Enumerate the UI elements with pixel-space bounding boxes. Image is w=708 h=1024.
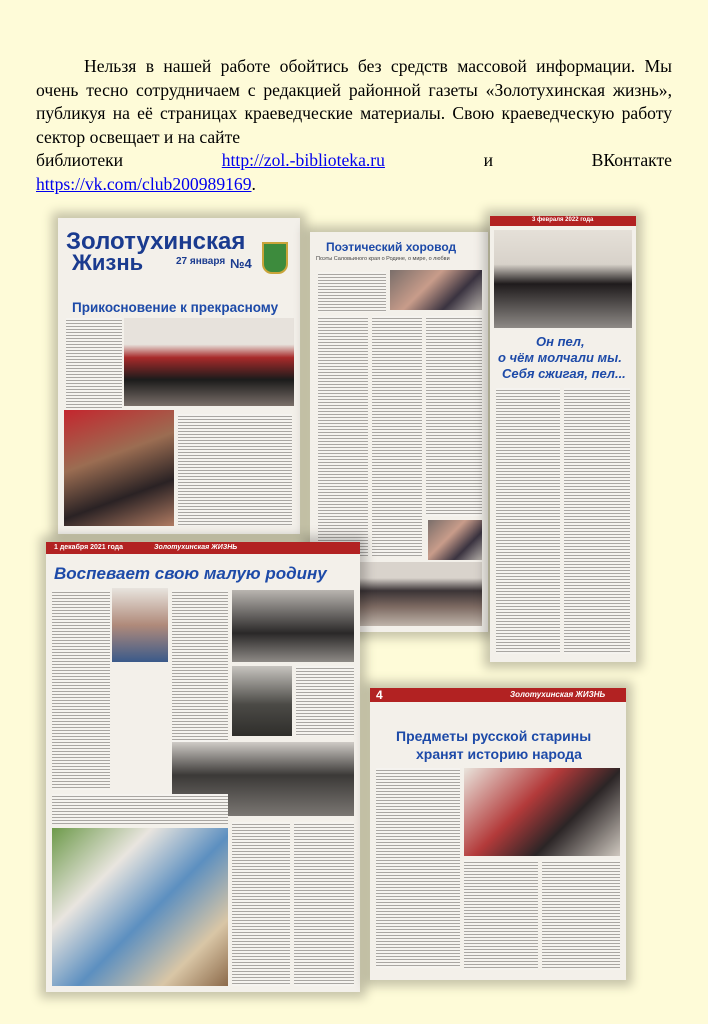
text-column (294, 822, 354, 986)
vk-line (36, 173, 672, 197)
period: . (251, 173, 256, 194)
text-column (376, 768, 460, 968)
text-column (542, 860, 620, 970)
text-column (464, 860, 538, 970)
masthead-title-line1: Золотухинская (66, 228, 246, 255)
text-column (564, 388, 630, 654)
clipping-front-page (58, 218, 300, 534)
text-column (496, 388, 560, 654)
text-column (232, 822, 290, 986)
header-paper: Золотухинская ЖИЗНЬ (154, 544, 238, 551)
intro-text: Нельзя в нашей работе обойтись без средств массовой информации. Мы очень тесно сотрудничаем с редакцией районной газеты «Золотухинская жизнь», публикуя на её страницах краеведческие материалы. Свою краеведческую работу сектор освещает и на сайте (36, 56, 672, 147)
header-date: 3 февраля 2022 года (532, 217, 594, 223)
headline: Воспевает свою малую родину (54, 564, 327, 583)
library-site-link[interactable]: http://zol.-biblioteka.ru (221, 150, 385, 170)
clipping-vysotsky (490, 216, 636, 662)
text-column (178, 414, 292, 526)
word-library: библиотеки (36, 150, 124, 170)
page-number: 4 (376, 688, 383, 702)
group-photo (124, 318, 294, 406)
headline-line1: Он пел, (536, 334, 585, 349)
headline-line2: Поэты Саловьиного края о Родине, о мире, о любви (316, 256, 450, 262)
soldier-photo (232, 666, 292, 736)
text-column (318, 272, 386, 312)
headline-line2: хранят историю народа (416, 746, 582, 762)
word-vkontakte: ВКонтакте (591, 150, 672, 170)
folk-costume-photo (464, 768, 620, 856)
headline-line2: о чём молчали мы. (498, 350, 622, 365)
headline-line1: Поэтический хоровод (326, 240, 457, 254)
issue-number: №4 (230, 256, 252, 271)
emblem-icon (262, 242, 288, 274)
text-column (318, 316, 368, 556)
clipping-native-land (46, 542, 360, 992)
text-column (372, 316, 422, 556)
headline-line3: Себя сжигая, пел... (502, 366, 626, 381)
family-photo-1 (232, 590, 354, 662)
word-and: и (483, 150, 494, 170)
text-column (52, 590, 110, 790)
headline: Прикосновение к прекрасному (72, 300, 279, 315)
vk-club-link[interactable]: https://vk.com/club200989169 (36, 173, 252, 194)
books-photo (52, 828, 228, 986)
intro-paragraph (36, 55, 672, 196)
author-portrait (112, 588, 168, 662)
text-column (66, 318, 122, 418)
text-column (296, 666, 354, 736)
workshop-photo (64, 410, 174, 526)
header-paper: Золотухинская ЖИЗНЬ (510, 690, 606, 699)
stage-photo (494, 230, 632, 328)
masthead-title-line2: Жизнь (72, 250, 144, 275)
issue-date: 27 января (176, 256, 226, 267)
headline-line1: Предметы русской старины (396, 728, 592, 744)
event-photo (390, 270, 482, 310)
intro-links-line (36, 149, 672, 173)
text-column (52, 794, 228, 824)
text-column (426, 316, 482, 516)
clipping-antiquity (370, 688, 626, 980)
portrait-photo (428, 520, 482, 560)
header-date: 1 декабря 2021 года (54, 544, 123, 551)
